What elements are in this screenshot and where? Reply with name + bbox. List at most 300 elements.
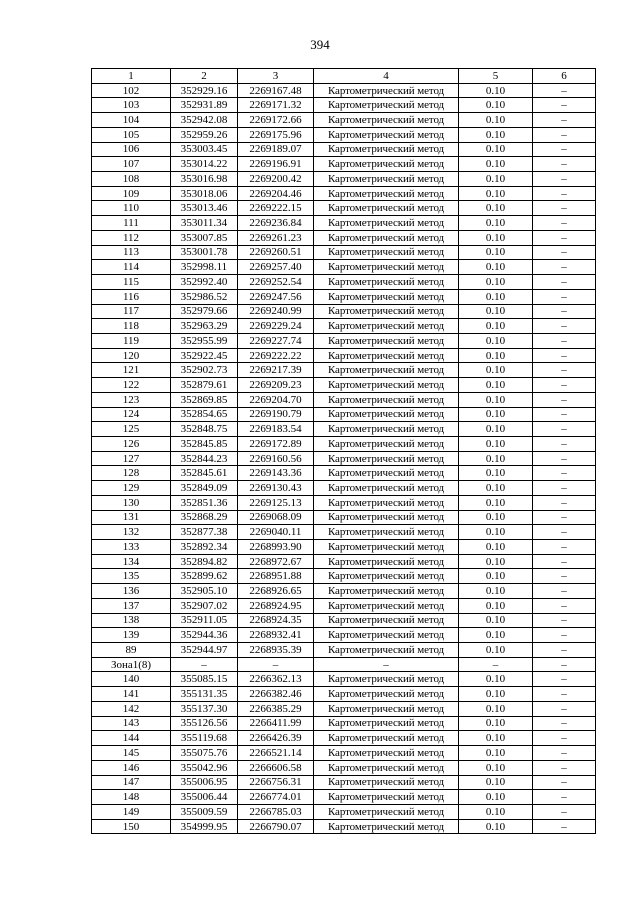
- y-coordinate-cell: 2266756.31: [238, 775, 314, 790]
- point-number-cell: 133: [92, 540, 171, 555]
- method-cell: Картометрический метод: [314, 392, 459, 407]
- x-coordinate-cell: 352986.52: [171, 289, 238, 304]
- note-cell: –: [533, 289, 596, 304]
- table-row: [92, 289, 596, 304]
- x-coordinate-cell: 355006.44: [171, 790, 238, 805]
- note-cell: –: [533, 643, 596, 658]
- note-cell: –: [533, 775, 596, 790]
- note-cell: –: [533, 127, 596, 142]
- point-number-cell: 146: [92, 760, 171, 775]
- note-cell: –: [533, 407, 596, 422]
- table-row: [92, 230, 596, 245]
- y-coordinate-cell: 2269160.56: [238, 451, 314, 466]
- table-row: [92, 760, 596, 775]
- y-coordinate-cell: 2269204.46: [238, 186, 314, 201]
- accuracy-cell: 0.10: [459, 540, 533, 555]
- accuracy-cell: 0.10: [459, 746, 533, 761]
- column-header-3: 3: [238, 69, 314, 84]
- note-cell: –: [533, 304, 596, 319]
- y-coordinate-cell: 2269240.99: [238, 304, 314, 319]
- table-row: [92, 436, 596, 451]
- table-row: [92, 378, 596, 393]
- point-number-cell: 135: [92, 569, 171, 584]
- accuracy-cell: 0.10: [459, 83, 533, 98]
- point-number-cell: 124: [92, 407, 171, 422]
- y-coordinate-cell: 2266426.39: [238, 731, 314, 746]
- point-number-cell: 139: [92, 628, 171, 643]
- point-number-cell: 143: [92, 716, 171, 731]
- note-cell: –: [533, 83, 596, 98]
- x-coordinate-cell: 355126.56: [171, 716, 238, 731]
- column-header-2: 2: [171, 69, 238, 84]
- method-cell: Картометрический метод: [314, 584, 459, 599]
- method-cell: –: [314, 657, 459, 672]
- point-number-cell: 102: [92, 83, 171, 98]
- y-coordinate-cell: 2269204.70: [238, 392, 314, 407]
- point-number-cell: 104: [92, 113, 171, 128]
- accuracy-cell: 0.10: [459, 186, 533, 201]
- method-cell: Картометрический метод: [314, 540, 459, 555]
- method-cell: Картометрический метод: [314, 216, 459, 231]
- x-coordinate-cell: 352922.45: [171, 348, 238, 363]
- note-cell: –: [533, 804, 596, 819]
- method-cell: Картометрический метод: [314, 451, 459, 466]
- y-coordinate-cell: 2266606.58: [238, 760, 314, 775]
- y-coordinate-cell: 2269229.24: [238, 319, 314, 334]
- y-coordinate-cell: 2269172.89: [238, 436, 314, 451]
- table-row: [92, 672, 596, 687]
- method-cell: Картометрический метод: [314, 554, 459, 569]
- method-cell: Картометрический метод: [314, 98, 459, 113]
- accuracy-cell: 0.10: [459, 613, 533, 628]
- method-cell: Картометрический метод: [314, 775, 459, 790]
- table-row: [92, 775, 596, 790]
- method-cell: Картометрический метод: [314, 245, 459, 260]
- x-coordinate-cell: 352868.29: [171, 510, 238, 525]
- y-coordinate-cell: 2266382.46: [238, 687, 314, 702]
- x-coordinate-cell: 352854.65: [171, 407, 238, 422]
- point-number-cell: 129: [92, 481, 171, 496]
- accuracy-cell: 0.10: [459, 348, 533, 363]
- y-coordinate-cell: 2268951.88: [238, 569, 314, 584]
- y-coordinate-cell: 2269236.84: [238, 216, 314, 231]
- point-number-cell: 127: [92, 451, 171, 466]
- note-cell: –: [533, 584, 596, 599]
- x-coordinate-cell: 352845.85: [171, 436, 238, 451]
- y-coordinate-cell: 2268932.41: [238, 628, 314, 643]
- y-coordinate-cell: 2269172.66: [238, 113, 314, 128]
- point-number-cell: 125: [92, 422, 171, 437]
- x-coordinate-cell: 353001.78: [171, 245, 238, 260]
- table-row: [92, 628, 596, 643]
- table-body: [92, 83, 596, 834]
- accuracy-cell: 0.10: [459, 142, 533, 157]
- x-coordinate-cell: 352929.16: [171, 83, 238, 98]
- method-cell: Картометрический метод: [314, 716, 459, 731]
- note-cell: –: [533, 98, 596, 113]
- y-coordinate-cell: 2269183.54: [238, 422, 314, 437]
- x-coordinate-cell: 352869.85: [171, 392, 238, 407]
- note-cell: –: [533, 451, 596, 466]
- table-row: [92, 510, 596, 525]
- x-coordinate-cell: 355075.76: [171, 746, 238, 761]
- accuracy-cell: 0.10: [459, 716, 533, 731]
- y-coordinate-cell: 2269222.22: [238, 348, 314, 363]
- method-cell: Картометрический метод: [314, 495, 459, 510]
- point-number-cell: 89: [92, 643, 171, 658]
- y-coordinate-cell: 2269257.40: [238, 260, 314, 275]
- method-cell: Картометрический метод: [314, 230, 459, 245]
- y-coordinate-cell: 2269167.48: [238, 83, 314, 98]
- y-coordinate-cell: 2268924.35: [238, 613, 314, 628]
- note-cell: –: [533, 260, 596, 275]
- column-header-4: 4: [314, 69, 459, 84]
- method-cell: Картометрический метод: [314, 466, 459, 481]
- table-row: [92, 554, 596, 569]
- table-row: [92, 201, 596, 216]
- point-number-cell: 115: [92, 275, 171, 290]
- method-cell: Картометрический метод: [314, 142, 459, 157]
- column-header-1: 1: [92, 69, 171, 84]
- point-number-cell: 120: [92, 348, 171, 363]
- note-cell: –: [533, 731, 596, 746]
- table-row: [92, 598, 596, 613]
- table-row: [92, 260, 596, 275]
- note-cell: –: [533, 613, 596, 628]
- point-number-cell: 137: [92, 598, 171, 613]
- x-coordinate-cell: 352892.34: [171, 540, 238, 555]
- y-coordinate-cell: 2269175.96: [238, 127, 314, 142]
- x-coordinate-cell: 352894.82: [171, 554, 238, 569]
- y-coordinate-cell: 2269068.09: [238, 510, 314, 525]
- accuracy-cell: 0.10: [459, 687, 533, 702]
- y-coordinate-cell: 2269252.54: [238, 275, 314, 290]
- y-coordinate-cell: 2269130.43: [238, 481, 314, 496]
- point-number-cell: 110: [92, 201, 171, 216]
- note-cell: –: [533, 245, 596, 260]
- point-number-cell: 134: [92, 554, 171, 569]
- x-coordinate-cell: 352931.89: [171, 98, 238, 113]
- point-number-cell: 138: [92, 613, 171, 628]
- note-cell: –: [533, 333, 596, 348]
- point-number-cell: 144: [92, 731, 171, 746]
- column-header-6: 6: [533, 69, 596, 84]
- method-cell: Картометрический метод: [314, 701, 459, 716]
- point-number-cell: 118: [92, 319, 171, 334]
- x-coordinate-cell: 352979.66: [171, 304, 238, 319]
- note-cell: –: [533, 348, 596, 363]
- table-row: [92, 804, 596, 819]
- x-coordinate-cell: 352849.09: [171, 481, 238, 496]
- point-number-cell: 122: [92, 378, 171, 393]
- point-number-cell: 113: [92, 245, 171, 260]
- note-cell: –: [533, 230, 596, 245]
- method-cell: Картометрический метод: [314, 378, 459, 393]
- y-coordinate-cell: 2269217.39: [238, 363, 314, 378]
- point-number-cell: 132: [92, 525, 171, 540]
- method-cell: Картометрический метод: [314, 481, 459, 496]
- accuracy-cell: 0.10: [459, 260, 533, 275]
- note-cell: –: [533, 319, 596, 334]
- note-cell: –: [533, 495, 596, 510]
- table-row: [92, 731, 596, 746]
- accuracy-cell: 0.10: [459, 569, 533, 584]
- x-coordinate-cell: 353016.98: [171, 172, 238, 187]
- accuracy-cell: 0.10: [459, 598, 533, 613]
- point-number-cell: 150: [92, 819, 171, 834]
- accuracy-cell: 0.10: [459, 481, 533, 496]
- note-cell: –: [533, 746, 596, 761]
- accuracy-cell: 0.10: [459, 436, 533, 451]
- x-coordinate-cell: 355119.68: [171, 731, 238, 746]
- point-number-cell: 128: [92, 466, 171, 481]
- note-cell: –: [533, 569, 596, 584]
- x-coordinate-cell: 353007.85: [171, 230, 238, 245]
- accuracy-cell: 0.10: [459, 701, 533, 716]
- table-row: [92, 172, 596, 187]
- method-cell: Картометрический метод: [314, 113, 459, 128]
- point-number-cell: 148: [92, 790, 171, 805]
- table-row: [92, 363, 596, 378]
- method-cell: Картометрический метод: [314, 319, 459, 334]
- table-row: [92, 127, 596, 142]
- note-cell: –: [533, 481, 596, 496]
- x-coordinate-cell: 352848.75: [171, 422, 238, 437]
- point-number-cell: 119: [92, 333, 171, 348]
- y-coordinate-cell: 2269260.51: [238, 245, 314, 260]
- x-coordinate-cell: 352845.61: [171, 466, 238, 481]
- y-coordinate-cell: 2269190.79: [238, 407, 314, 422]
- method-cell: Картометрический метод: [314, 407, 459, 422]
- accuracy-cell: 0.10: [459, 760, 533, 775]
- accuracy-cell: 0.10: [459, 245, 533, 260]
- y-coordinate-cell: 2266362.13: [238, 672, 314, 687]
- note-cell: –: [533, 687, 596, 702]
- method-cell: Картометрический метод: [314, 687, 459, 702]
- accuracy-cell: 0.10: [459, 275, 533, 290]
- accuracy-cell: 0.10: [459, 451, 533, 466]
- accuracy-cell: 0.10: [459, 392, 533, 407]
- table-row: [92, 216, 596, 231]
- table-row: [92, 98, 596, 113]
- y-coordinate-cell: 2268993.90: [238, 540, 314, 555]
- x-coordinate-cell: –: [171, 657, 238, 672]
- x-coordinate-cell: 352992.40: [171, 275, 238, 290]
- method-cell: Картометрический метод: [314, 731, 459, 746]
- table-row: [92, 422, 596, 437]
- x-coordinate-cell: 352907.02: [171, 598, 238, 613]
- x-coordinate-cell: 352877.38: [171, 525, 238, 540]
- table-row: [92, 687, 596, 702]
- method-cell: Картометрический метод: [314, 422, 459, 437]
- table-row: [92, 569, 596, 584]
- accuracy-cell: 0.10: [459, 819, 533, 834]
- table-row: [92, 790, 596, 805]
- note-cell: –: [533, 216, 596, 231]
- note-cell: –: [533, 598, 596, 613]
- method-cell: Картометрический метод: [314, 304, 459, 319]
- point-number-cell: 116: [92, 289, 171, 304]
- table-row: [92, 466, 596, 481]
- y-coordinate-cell: 2266521.14: [238, 746, 314, 761]
- y-coordinate-cell: 2268924.95: [238, 598, 314, 613]
- accuracy-cell: 0.10: [459, 363, 533, 378]
- x-coordinate-cell: 353014.22: [171, 157, 238, 172]
- point-number-cell: 107: [92, 157, 171, 172]
- note-cell: –: [533, 540, 596, 555]
- y-coordinate-cell: 2266790.07: [238, 819, 314, 834]
- method-cell: Картометрический метод: [314, 790, 459, 805]
- accuracy-cell: 0.10: [459, 790, 533, 805]
- note-cell: –: [533, 186, 596, 201]
- x-coordinate-cell: 352944.97: [171, 643, 238, 658]
- accuracy-cell: 0.10: [459, 584, 533, 599]
- point-number-cell: 123: [92, 392, 171, 407]
- method-cell: Картометрический метод: [314, 157, 459, 172]
- table-row: [92, 819, 596, 834]
- method-cell: Картометрический метод: [314, 760, 459, 775]
- x-coordinate-cell: 355009.59: [171, 804, 238, 819]
- x-coordinate-cell: 352944.36: [171, 628, 238, 643]
- y-coordinate-cell: –: [238, 657, 314, 672]
- method-cell: Картометрический метод: [314, 525, 459, 540]
- note-cell: –: [533, 790, 596, 805]
- x-coordinate-cell: 352902.73: [171, 363, 238, 378]
- y-coordinate-cell: 2269125.13: [238, 495, 314, 510]
- method-cell: Картометрический метод: [314, 804, 459, 819]
- accuracy-cell: 0.10: [459, 216, 533, 231]
- method-cell: Картометрический метод: [314, 127, 459, 142]
- note-cell: –: [533, 392, 596, 407]
- note-cell: –: [533, 275, 596, 290]
- point-number-cell: 136: [92, 584, 171, 599]
- accuracy-cell: 0.10: [459, 495, 533, 510]
- point-number-cell: 141: [92, 687, 171, 702]
- point-number-cell: 121: [92, 363, 171, 378]
- method-cell: Картометрический метод: [314, 289, 459, 304]
- note-cell: –: [533, 716, 596, 731]
- method-cell: Картометрический метод: [314, 598, 459, 613]
- note-cell: –: [533, 760, 596, 775]
- table-row: [92, 746, 596, 761]
- table-row: [92, 392, 596, 407]
- point-number-cell: 126: [92, 436, 171, 451]
- accuracy-cell: 0.10: [459, 230, 533, 245]
- table-row: [92, 613, 596, 628]
- method-cell: Картометрический метод: [314, 819, 459, 834]
- note-cell: –: [533, 510, 596, 525]
- accuracy-cell: 0.10: [459, 289, 533, 304]
- x-coordinate-cell: 353003.45: [171, 142, 238, 157]
- y-coordinate-cell: 2269247.56: [238, 289, 314, 304]
- accuracy-cell: –: [459, 657, 533, 672]
- note-cell: –: [533, 466, 596, 481]
- table-row: [92, 157, 596, 172]
- accuracy-cell: 0.10: [459, 510, 533, 525]
- table-row: [92, 142, 596, 157]
- accuracy-cell: 0.10: [459, 672, 533, 687]
- method-cell: Картометрический метод: [314, 510, 459, 525]
- column-header-5: 5: [459, 69, 533, 84]
- accuracy-cell: 0.10: [459, 201, 533, 216]
- y-coordinate-cell: 2269171.32: [238, 98, 314, 113]
- x-coordinate-cell: 352851.36: [171, 495, 238, 510]
- method-cell: Картометрический метод: [314, 363, 459, 378]
- method-cell: Картометрический метод: [314, 83, 459, 98]
- y-coordinate-cell: 2269209.23: [238, 378, 314, 393]
- x-coordinate-cell: 354999.95: [171, 819, 238, 834]
- x-coordinate-cell: 355006.95: [171, 775, 238, 790]
- point-number-cell: 145: [92, 746, 171, 761]
- x-coordinate-cell: 352844.23: [171, 451, 238, 466]
- method-cell: Картометрический метод: [314, 333, 459, 348]
- table-row: [92, 657, 596, 672]
- table-row: [92, 701, 596, 716]
- x-coordinate-cell: 355042.96: [171, 760, 238, 775]
- y-coordinate-cell: 2266785.03: [238, 804, 314, 819]
- accuracy-cell: 0.10: [459, 113, 533, 128]
- table-row: [92, 245, 596, 260]
- accuracy-cell: 0.10: [459, 319, 533, 334]
- accuracy-cell: 0.10: [459, 804, 533, 819]
- note-cell: –: [533, 363, 596, 378]
- accuracy-cell: 0.10: [459, 127, 533, 142]
- y-coordinate-cell: 2269196.91: [238, 157, 314, 172]
- table-row: [92, 540, 596, 555]
- x-coordinate-cell: 352955.99: [171, 333, 238, 348]
- accuracy-cell: 0.10: [459, 304, 533, 319]
- note-cell: –: [533, 672, 596, 687]
- x-coordinate-cell: 352963.29: [171, 319, 238, 334]
- x-coordinate-cell: 352879.61: [171, 378, 238, 393]
- x-coordinate-cell: 352911.05: [171, 613, 238, 628]
- x-coordinate-cell: 355131.35: [171, 687, 238, 702]
- accuracy-cell: 0.10: [459, 775, 533, 790]
- table-row: [92, 407, 596, 422]
- note-cell: –: [533, 554, 596, 569]
- accuracy-cell: 0.10: [459, 554, 533, 569]
- y-coordinate-cell: 2269143.36: [238, 466, 314, 481]
- accuracy-cell: 0.10: [459, 525, 533, 540]
- point-number-cell: 131: [92, 510, 171, 525]
- y-coordinate-cell: 2269189.07: [238, 142, 314, 157]
- accuracy-cell: 0.10: [459, 378, 533, 393]
- note-cell: –: [533, 628, 596, 643]
- table-row: [92, 481, 596, 496]
- accuracy-cell: 0.10: [459, 172, 533, 187]
- table-row: [92, 348, 596, 363]
- note-cell: –: [533, 378, 596, 393]
- method-cell: Картометрический метод: [314, 260, 459, 275]
- y-coordinate-cell: 2269261.23: [238, 230, 314, 245]
- x-coordinate-cell: 352905.10: [171, 584, 238, 599]
- method-cell: Картометрический метод: [314, 172, 459, 187]
- point-number-cell: 103: [92, 98, 171, 113]
- method-cell: Картометрический метод: [314, 569, 459, 584]
- x-coordinate-cell: 352942.08: [171, 113, 238, 128]
- table-row: [92, 525, 596, 540]
- y-coordinate-cell: 2269222.15: [238, 201, 314, 216]
- note-cell: –: [533, 113, 596, 128]
- note-cell: –: [533, 525, 596, 540]
- coordinates-table: [91, 68, 596, 834]
- table-row: [92, 83, 596, 98]
- table-row: [92, 716, 596, 731]
- method-cell: Картометрический метод: [314, 628, 459, 643]
- y-coordinate-cell: 2269040.11: [238, 525, 314, 540]
- x-coordinate-cell: 355085.15: [171, 672, 238, 687]
- accuracy-cell: 0.10: [459, 628, 533, 643]
